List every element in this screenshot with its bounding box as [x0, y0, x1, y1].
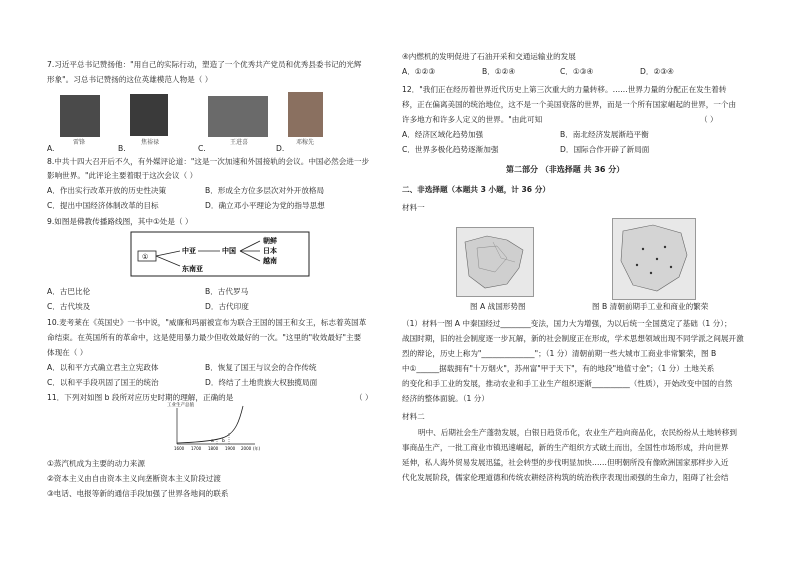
caption-b: 焦裕禄: [141, 139, 160, 146]
xtick-1800: 1800: [208, 446, 219, 451]
material-2-line2: 事商品生产，一批工商业市镇迅速崛起，新的生产组织方式破土而出，全国性市场形成，并向世界: [402, 443, 729, 452]
q12-stem-line3: 许多地方和许多人定义的世界。"由此可知: [402, 115, 543, 124]
q11-option-b[interactable]: B．①②④: [482, 67, 516, 76]
route-vietnam: 越南: [263, 257, 277, 265]
map-b-caption: 图 B 清朝前期手工业和商业的繁荣: [592, 302, 709, 311]
route-central-asia: 中亚: [182, 247, 196, 255]
q11-paren: （ ）: [355, 393, 373, 402]
photo-jiao-yulu: [130, 94, 168, 136]
route-china: 中国: [222, 247, 236, 255]
photo-deng-jiaxian: [288, 92, 323, 137]
q9-option-a[interactable]: A．古巴比伦: [47, 287, 91, 296]
xtick-1900: 1900: [225, 446, 236, 451]
q8-option-c[interactable]: C．提出中国经济体制改革的目标: [47, 201, 159, 210]
part2-section: 二、非选择题（本题共 3 小题，计 36 分）: [402, 185, 550, 194]
material-2-line1: 明中、后期社会生产蓬勃发展，白银日趋货币化，农业生产趋向商品化，农民纷纷从土地转移到: [418, 428, 737, 437]
q7-option-c[interactable]: C.: [198, 144, 206, 153]
q8-option-b[interactable]: B．形成全方位多层次对外开放格局: [205, 186, 325, 195]
q11-option-a[interactable]: A．①②③: [402, 67, 436, 76]
q7-option-b[interactable]: B.: [118, 144, 126, 153]
q7-stem-line2: 形象"。习总书记赞扬的这位英雄模范人物是（ ）: [47, 75, 213, 84]
xtick-1700: 1700: [191, 446, 202, 451]
q10-option-a[interactable]: A．以和平方式确立君主立宪政体: [47, 363, 159, 372]
caption-d: 邓稼先: [296, 139, 315, 146]
material-2-line3: 延伸，私人海外贸易发展迅猛，社会转型的步伐明显加快……但明朝所没有像欧洲国家那样步入近: [402, 458, 729, 467]
q12-stem-line1: 12．"我们正在经历着世界近代历史上第三次重大的力量转移。……世界力量的分配正在发生着转: [402, 85, 727, 94]
q8-option-d[interactable]: D．确立邓小平理论为党的指导思想: [205, 201, 325, 210]
photo-wang-jinxi: [208, 96, 268, 137]
q9-option-b[interactable]: B．古代罗马: [205, 287, 249, 296]
q12-option-c[interactable]: C．世界多极化趋势逐渐加强: [402, 145, 499, 154]
q1-line1: （1）材料一图 A 中秦国经过________变法，国力大为增强，为以后统一全国奠定了基础（1 分）；: [402, 319, 732, 328]
q7-option-d[interactable]: D.: [276, 144, 285, 153]
material-2-line4: 代化发展阶段，儒家伦理道德和传统农耕经济构筑的统治秩序表现出顽强的生命力，阻碍了社会结: [402, 473, 729, 482]
map-b-qing-commerce: [612, 218, 696, 300]
map-a-caption: 图 A 战国形势图: [470, 302, 526, 311]
industrial-output-graph: [165, 398, 265, 456]
q12-option-b[interactable]: B．南北经济发展渐趋平衡: [560, 130, 649, 139]
material-2-label: 材料二: [402, 412, 425, 421]
q10-stem-line2: 命结束。在英国所有的革命中，这是使用暴力最少但收效最好的一次。"这里的"收效最好"主要: [47, 333, 362, 342]
q11-item-1: ①蒸汽机成为主要的动力来源: [47, 459, 145, 468]
route-korea: 朝鲜: [263, 237, 277, 245]
graph-ylabel: 工业生产总值: [167, 403, 194, 408]
q9-stem: 9.如图是佛教传播路线图，其中①处是（ ）: [47, 217, 193, 226]
segment-a: a: [211, 439, 214, 444]
route-start-label: ①: [142, 253, 149, 261]
photo-lei-feng: [60, 95, 100, 137]
q12-paren: （ ）: [700, 115, 718, 124]
q10-option-c[interactable]: C．以和平手段巩固了国王的统治: [47, 378, 159, 387]
q11-item-2: ②资本主义由自由资本主义向垄断资本主义阶段过渡: [47, 474, 221, 483]
q11-item-4: ④内燃机的发明促进了石油开采和交通运输业的发展: [402, 52, 576, 61]
q9-option-d[interactable]: D．古代印度: [205, 302, 249, 311]
xtick-1600: 1600: [174, 446, 185, 451]
xtick-2000: 2000: [241, 446, 252, 451]
q7-stem-line1: 7.习近平总书记赞扬他："用自己的实际行动，塑造了一个优秀共产党员和优秀县委书记的光辉: [47, 60, 362, 69]
q1-line4: 中①______据载拥有"十万烟火"，苏州富"甲于天下"，有的地段"地值寸金"；（1 分）土地关系: [402, 364, 715, 373]
buddhism-route-diagram: [130, 231, 310, 277]
q10-option-b[interactable]: B．恢复了国王与议会的合作传统: [205, 363, 317, 372]
q8-stem-line1: 8.中共十四大召开后不久，有外媒评论道："这是一次加速和外国接轨的会议。中国必然会进一步: [47, 157, 370, 166]
q9-option-c[interactable]: C．古代埃及: [47, 302, 91, 311]
q12-stem-line2: 移，正在偏离美国的统治地位，这不是一个美国衰落的世界，而是一个所有国家崛起的世界，一个由: [402, 100, 737, 109]
q1-line2: 战国时期，旧的社会制度逐一步瓦解，新的社会制度正在形成，学术思想领域出现不同学派之间展开激: [402, 334, 744, 343]
q1-line6: 经济的整体面貌。（1 分）: [402, 394, 489, 403]
caption-c: 王进喜: [230, 139, 249, 146]
q11-option-d[interactable]: D．②③④: [640, 67, 674, 76]
q8-stem-line2: 影响世界。"此评论主要着眼于这次会议（ ）: [47, 171, 198, 180]
caption-a: 雷锋: [73, 139, 86, 146]
route-japan: 日本: [263, 247, 277, 255]
q10-stem-line1: 10.麦考莱在《英国史》一书中说，"威廉和玛丽被宣布为联合王国的国王和女王，标志着英国革: [47, 318, 367, 327]
q10-stem-line3: 体现在（ ）: [47, 348, 88, 357]
map-a-warring-states: [456, 227, 534, 297]
route-southeast-asia: 东南亚: [182, 265, 203, 273]
q1-line5: 的变化和手工业的发展，推动农业和手工业生产组织逐渐__________（性质），开始改变中国的自然: [402, 379, 733, 388]
q7-option-a[interactable]: A.: [47, 144, 55, 153]
material-1-label: 材料一: [402, 203, 425, 212]
part2-title: 第二部分 （非选择题 共 36 分）: [506, 165, 625, 174]
q11-stem: 11．下列对如图 b 段所对应历史时期的理解，正确的是: [47, 393, 234, 402]
q12-option-a[interactable]: A．经济区域化趋势加强: [402, 130, 484, 139]
xunit: (年): [253, 446, 261, 451]
q1-line3: 烈的辩论，历史上称为"______________"；（1 分）清朝前期一些大城市工商业非常繁荣，图 B: [402, 349, 717, 358]
q11-item-3: ③电话、电报等新的通信手段加强了世界各地间的联系: [47, 489, 229, 498]
q12-option-d[interactable]: D．国际合作开辟了新局面: [560, 145, 650, 154]
q8-option-a[interactable]: A．作出实行改革开放的历史性决策: [47, 186, 167, 195]
segment-b: b: [222, 439, 225, 444]
q11-option-c[interactable]: C．①③④: [560, 67, 594, 76]
q10-option-d[interactable]: D．终结了土地贵族大权独揽局面: [205, 378, 318, 387]
